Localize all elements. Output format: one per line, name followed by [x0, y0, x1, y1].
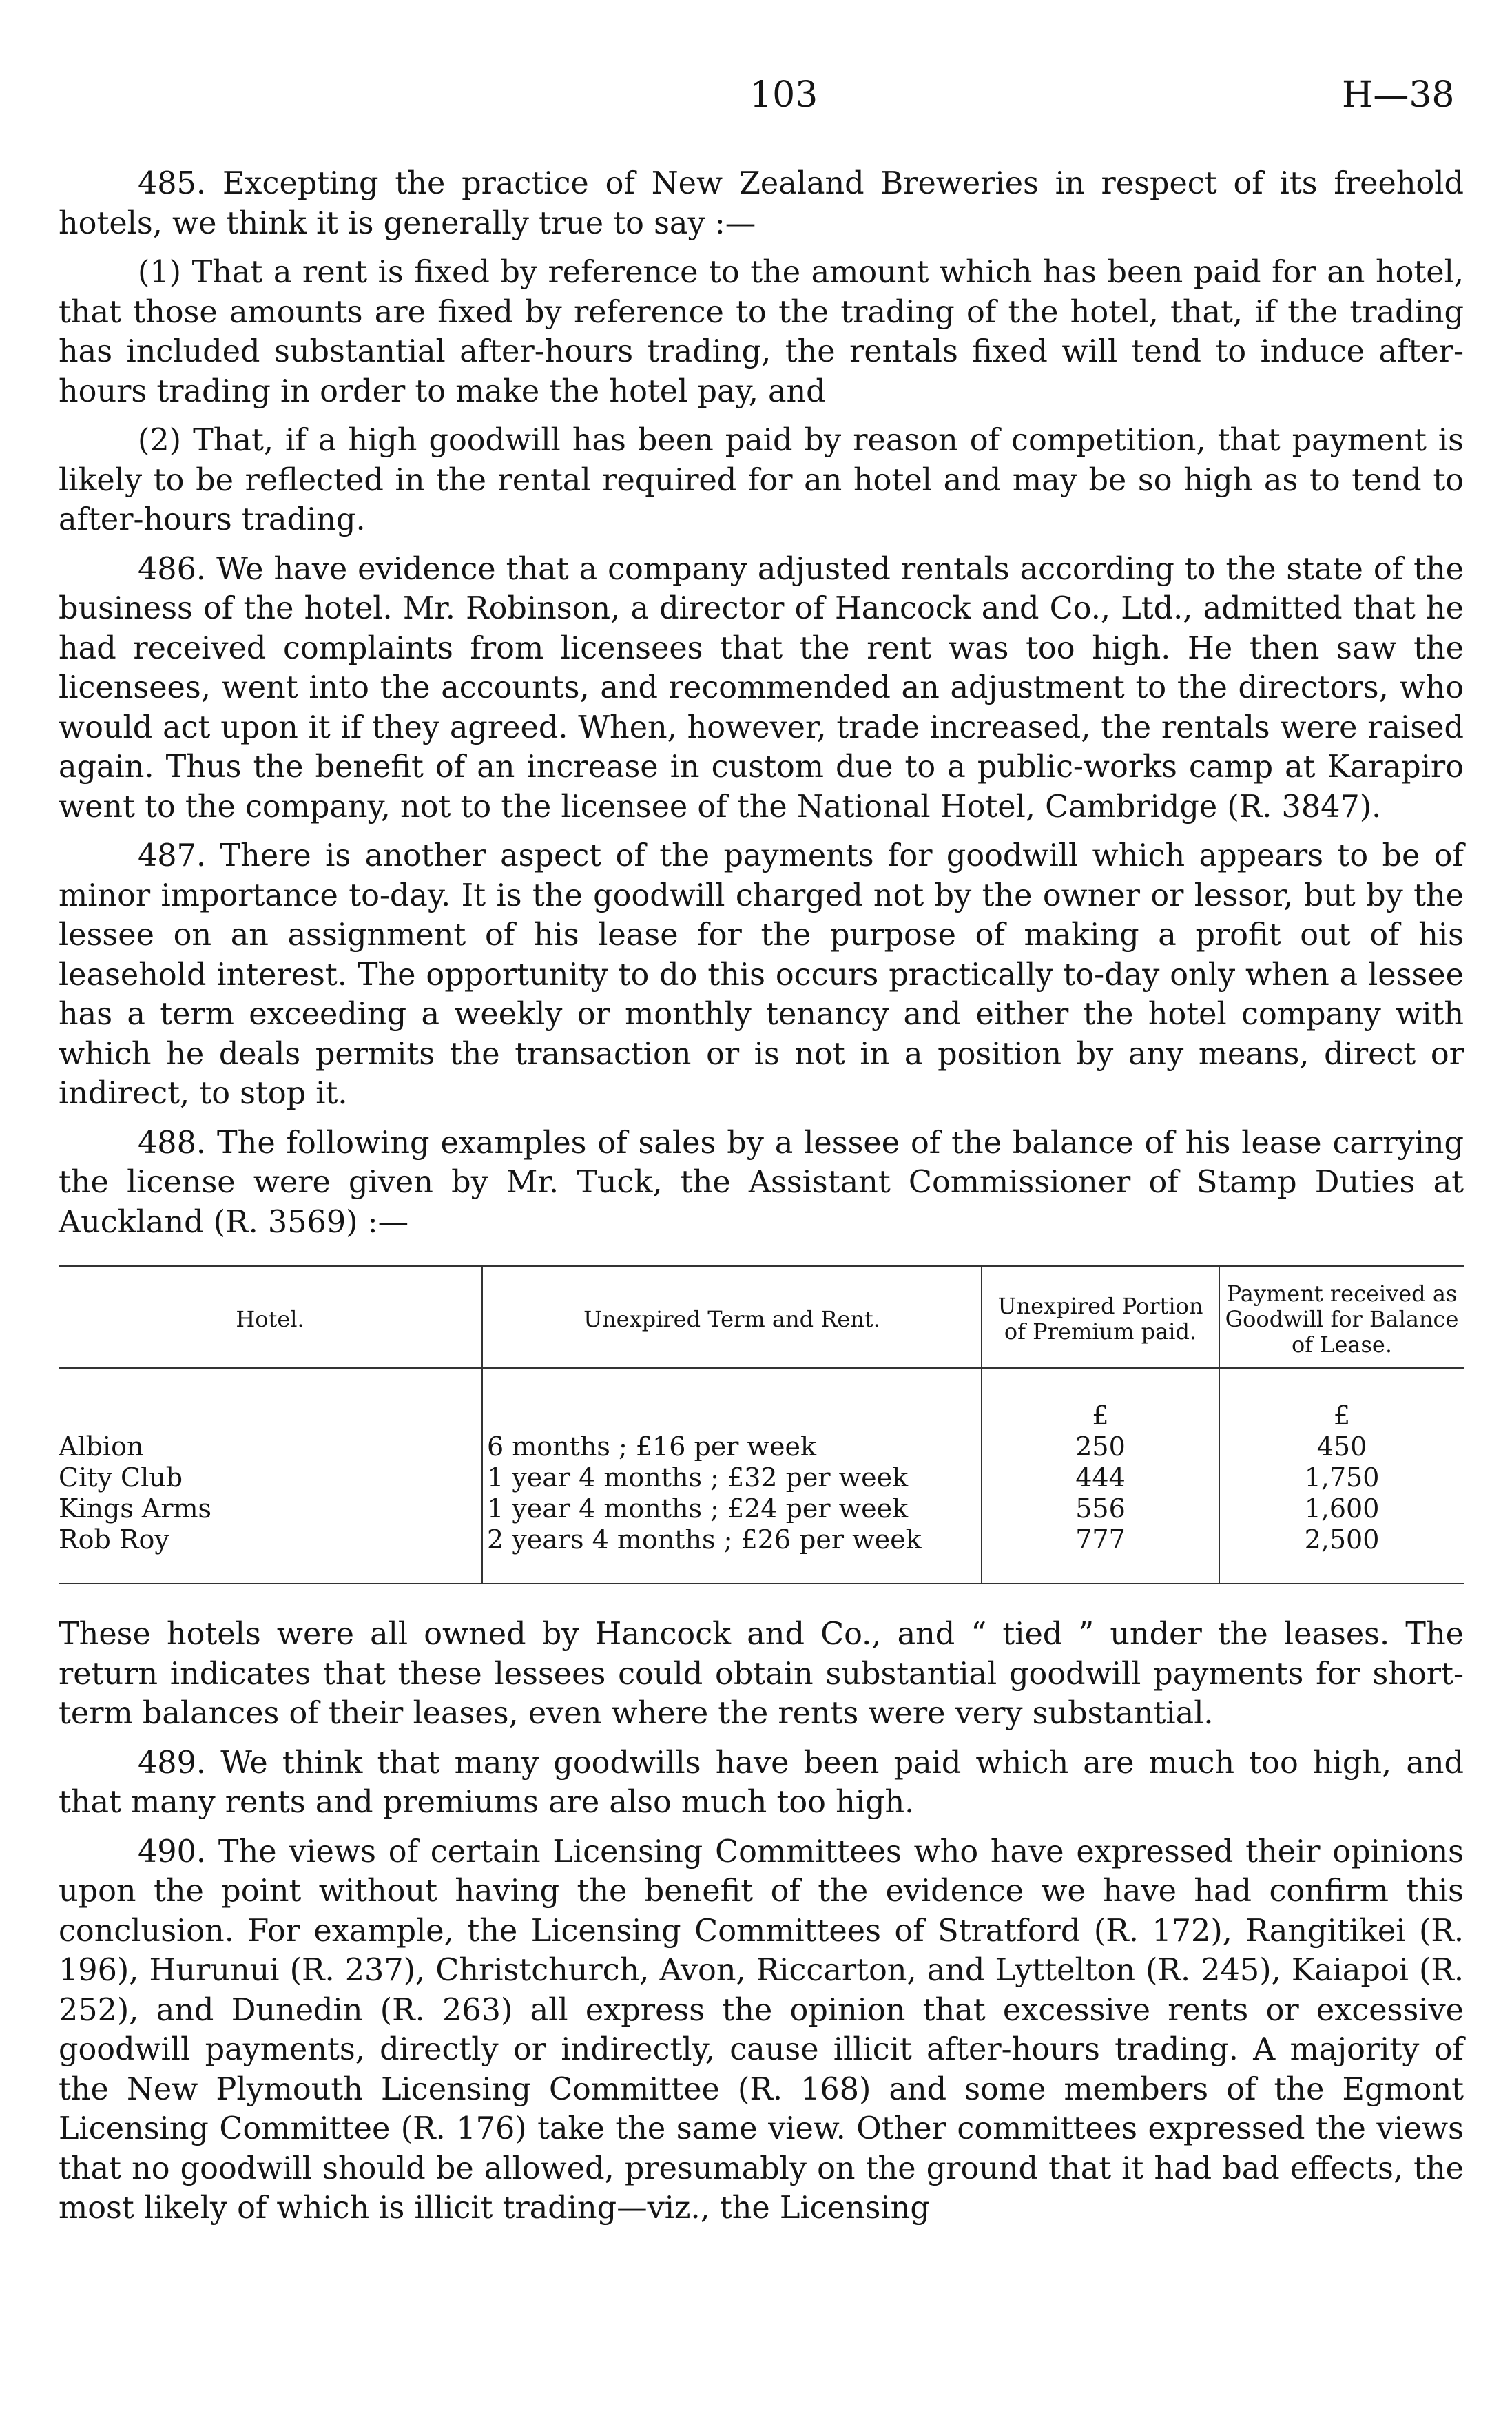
cell-hotel: Albion — [59, 1431, 144, 1462]
cell-term: 6 months ; £16 per week — [482, 1431, 982, 1462]
paragraph-485-item-2: (2) That, if a high goodwill has been paid by reason of competition, that payment is likely to be reflected in the rental required for an hotel and may be so high as to tend to after-hours trading. — [59, 423, 1464, 537]
paragraph-487: 487. There is another aspect of the payments for goodwill which appears to be of minor importance to-day. It is the goodwill charged not by the owner or lessor, but by the lessee on an assignment of his lease for the purpose of making a profit out of his leasehold interest. The opportunity to do this occurs practically to-day only when a lessee has a term exceeding a weekly or monthly tenancy and either the hotel company with which he deals permits the transaction or is not in a position by any means, direct or indirect, to stop it. — [59, 838, 1464, 1111]
column-header-hotel: Hotel. — [59, 1267, 482, 1368]
cell-hotel: Rob Roy — [59, 1524, 169, 1555]
goodwill-sales-table — [59, 1265, 1464, 1584]
paragraph-490: 490. The views of certain Licensing Committees who have expressed their opinions upon the point without having the benefit of the evidence we have had confirm this conclusion. For example, the Licensing Committees of Stratford (R. 172), Rangitikei (R. 196), Hurunui (R. 237), Christchurch, Avon, Riccarton, and Lyttelton (R. 245), Kaiapoi (R. 252), and Dunedin (R. 263) all express the opinion that excessive rents or excessive goodwill payments, directly or indirectly, cause illicit after-hours trading. A majority of the New Plymouth Licensing Committee (R. 168) and some members of the Egmont Licensing Committee (R. 176) take the same view. Other committees expressed the views that no goodwill should be allowed, presumably on the ground that it had bad effects, the most likely of which is illicit trading—viz., the Licensing — [59, 1834, 1464, 2226]
body-text — [59, 164, 1464, 2238]
cell-premium: 250 — [982, 1431, 1219, 1462]
cell-term: 1 year 4 months ; £24 per week — [482, 1493, 982, 1524]
document-reference: H—38 — [1342, 74, 1455, 116]
paragraph-485-item-1: (1) That a rent is fixed by reference to the amount which has been paid for an hotel, that those amounts are fixed by reference to the trading of the hotel, that, if the trading has included substantial after-hours trading, the rentals fixed will tend to induce after-hours trading in order to make the hotel pay, and — [59, 255, 1464, 409]
unit-goodwill: £ — [1219, 1368, 1464, 1431]
table-header-row — [59, 1267, 1464, 1368]
page-number: 103 — [749, 74, 818, 116]
units-row — [59, 1368, 1464, 1431]
cell-goodwill: 2,500 — [1219, 1524, 1464, 1583]
table-row — [59, 1462, 1464, 1493]
paragraph-485: 485. Excepting the practice of New Zealand Breweries in respect of its freehold hotels, we think it is generally true to say :— — [59, 166, 1464, 241]
paragraph-after-table: These hotels were all owned by Hancock and Co., and “ tied ” under the leases. The return indicates that these lessees could obtain substantial goodwill payments for short-term balances of their leases, even where the rents were very substantial. — [59, 1617, 1464, 1731]
column-header-premium: Unexpired Portion of Premium paid. — [982, 1267, 1219, 1368]
cell-hotel: City Club — [59, 1462, 183, 1493]
column-header-term: Unexpired Term and Rent. — [482, 1267, 982, 1368]
table-row — [59, 1524, 1464, 1583]
cell-term: 2 years 4 months ; £26 per week — [482, 1524, 982, 1583]
cell-goodwill: 1,750 — [1219, 1462, 1464, 1493]
cell-premium: 444 — [982, 1462, 1219, 1493]
paragraph-489: 489. We think that many goodwills have been paid which are much too high, and that many rents and premiums are also much too high. — [59, 1745, 1464, 1820]
cell-term: 1 year 4 months ; £32 per week — [482, 1462, 982, 1493]
unit-premium: £ — [982, 1368, 1219, 1431]
table-row — [59, 1493, 1464, 1524]
paragraph-486: 486. We have evidence that a company adjusted rentals according to the state of the business of the hotel. Mr. Robinson, a director of Hancock and Co., Ltd., admitted that he had received complaints from licensees that the rent was too high. He then saw the licensees, went into the accounts, and recommended an adjustment to the directors, who would act upon it if they agreed. When, however, trade increased, the rentals were raised again. Thus the benefit of an increase in custom due to a public-works camp at Karapiro went to the company, not to the licensee of the National Hotel, Cambridge (R. 3847). — [59, 551, 1464, 825]
cell-goodwill: 450 — [1219, 1431, 1464, 1462]
cell-premium: 777 — [982, 1524, 1219, 1583]
cell-premium: 556 — [982, 1493, 1219, 1524]
column-header-goodwill: Payment received as Goodwill for Balance of Lease. — [1219, 1267, 1464, 1368]
paragraph-488: 488. The following examples of sales by a lessee of the balance of his lease carrying the license were given by Mr. Tuck, the Assistant Commissioner of Stamp Duties at Auckland (R. 3569) :— — [59, 1125, 1464, 1240]
table-row — [59, 1431, 1464, 1462]
page-header — [0, 69, 1512, 124]
cell-goodwill: 1,600 — [1219, 1493, 1464, 1524]
cell-hotel: Kings Arms — [59, 1493, 212, 1524]
